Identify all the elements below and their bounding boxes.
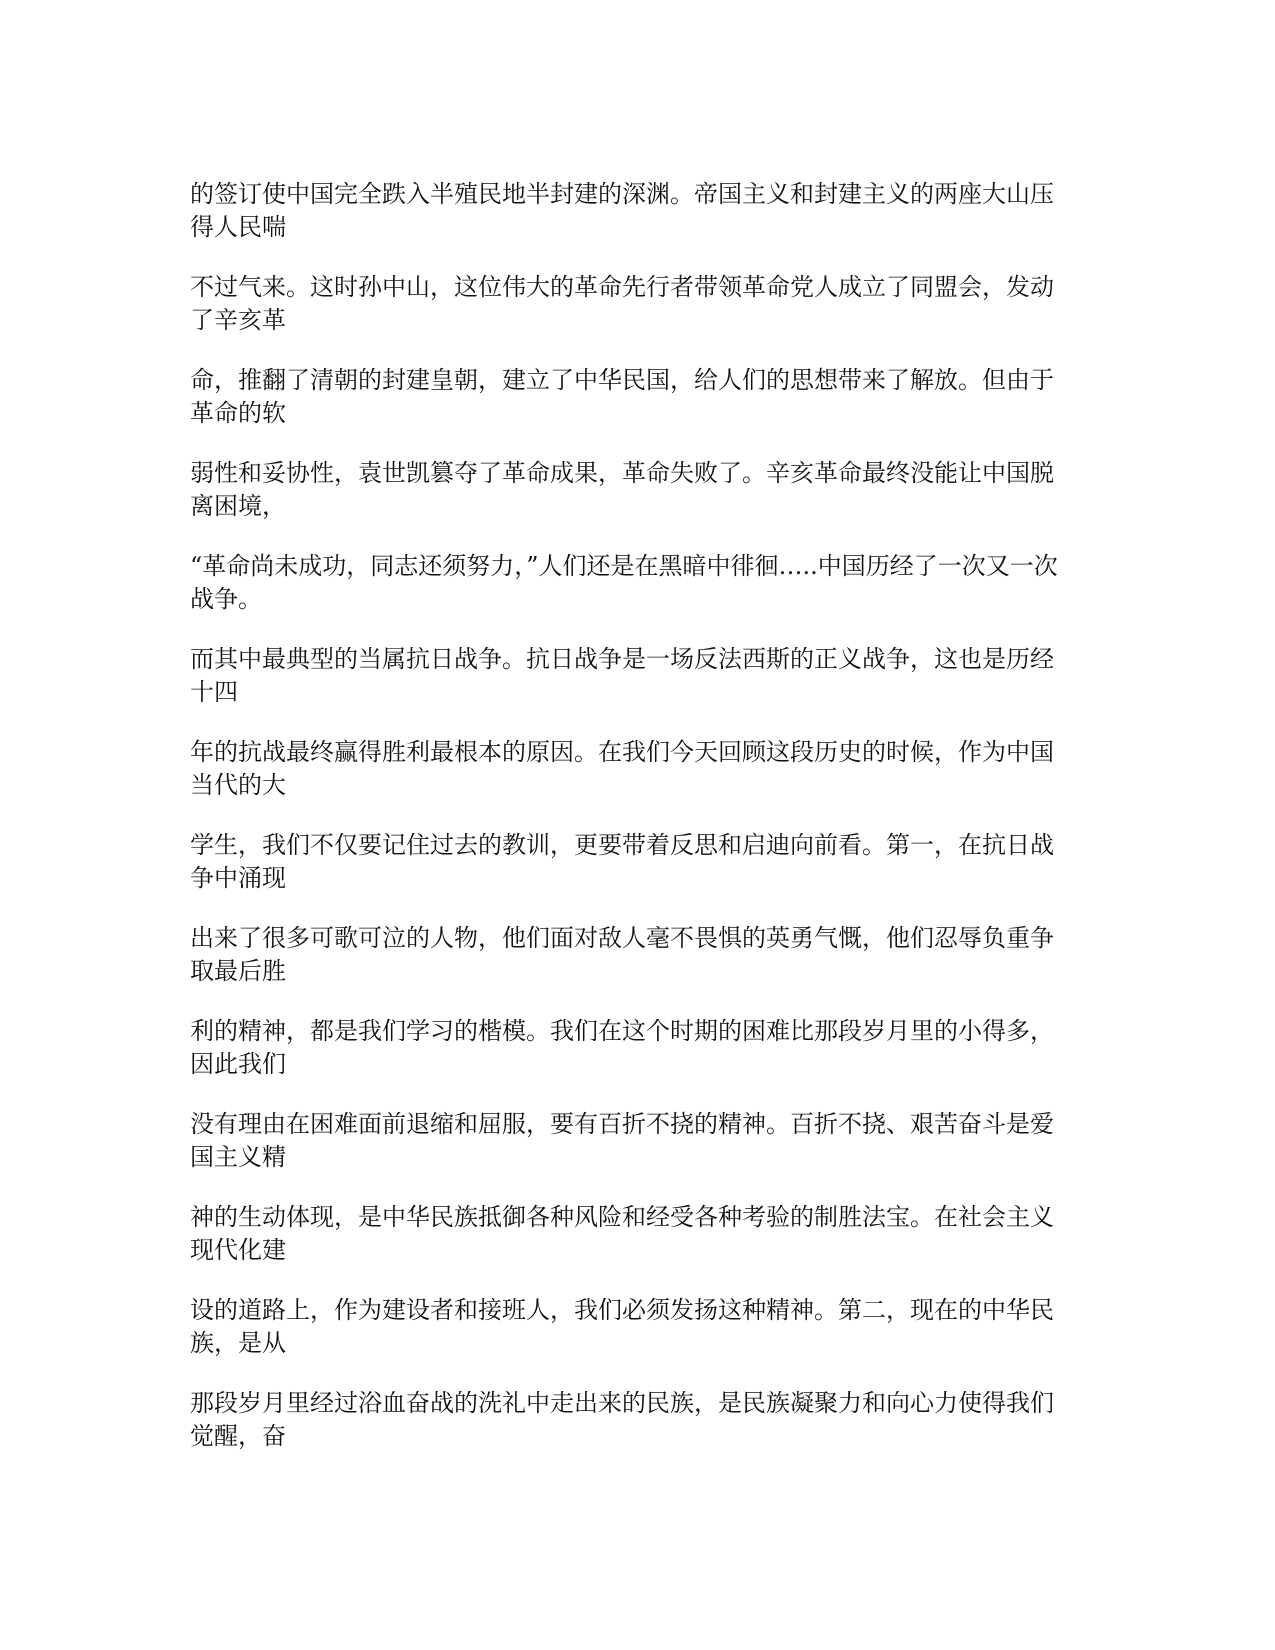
- paragraph: [190, 643, 1090, 709]
- paragraph-line: 革命的软: [190, 399, 286, 427]
- paragraph-line: 觉醒，奋: [190, 1422, 286, 1450]
- paragraph-line: 不过气来。这时孙中山，这位伟大的革命先行者带领革命党人成立了同盟会，发动: [190, 273, 1054, 301]
- paragraph: [190, 736, 1090, 802]
- paragraph: [190, 457, 1090, 523]
- paragraph: [190, 1294, 1090, 1360]
- paragraph-line: 取最后胜: [190, 957, 286, 985]
- paragraph: [190, 271, 1090, 337]
- paragraph: [190, 364, 1090, 430]
- paragraph-line: 年的抗战最终赢得胜利最根本的原因。在我们今天回顾这段历史的时候，作为中国: [190, 738, 1054, 766]
- paragraph-line: 的签订使中国完全跌入半殖民地半封建的深渊。帝国主义和封建主义的两座大山压: [190, 180, 1054, 208]
- paragraph-line: 神的生动体现，是中华民族抵御各种风险和经受各种考验的制胜法宝。在社会主义: [190, 1203, 1054, 1231]
- paragraph-line: 当代的大: [190, 771, 286, 799]
- paragraph-line: 国主义精: [190, 1143, 286, 1171]
- paragraph: [190, 1387, 1090, 1453]
- paragraph: [190, 178, 1090, 244]
- paragraph-line: 学生，我们不仅要记住过去的教训，更要带着反思和启迪向前看。第一，在抗日战: [190, 831, 1054, 859]
- paragraph-line: 出来了很多可歌可泣的人物，他们面对敌人毫不畏惧的英勇气慨，他们忍辱负重争: [190, 924, 1054, 952]
- paragraph-line: 族，是从: [190, 1329, 286, 1357]
- paragraph: [190, 922, 1090, 988]
- paragraph-line: 没有理由在困难面前退缩和屈服，要有百折不挠的精神。百折不挠、艰苦奋斗是爱: [190, 1110, 1054, 1138]
- document-body: [190, 178, 1090, 1480]
- paragraph: [190, 1201, 1090, 1267]
- paragraph-line: 争中涌现: [190, 864, 286, 892]
- paragraph-line: 利的精神，都是我们学习的楷模。我们在这个时期的困难比那段岁月里的小得多，: [190, 1017, 1054, 1045]
- paragraph: [190, 829, 1090, 895]
- paragraph-line: “革命尚未成功，同志还须努力，”人们还是在黑暗中徘徊…..中国历经了一次又一次: [190, 552, 1058, 580]
- paragraph-line: 设的道路上，作为建设者和接班人，我们必须发扬这种精神。第二，现在的中华民: [190, 1296, 1054, 1324]
- paragraph-line: 得人民喘: [190, 213, 286, 241]
- paragraph: [190, 1108, 1090, 1174]
- paragraph-line: 了辛亥革: [190, 306, 286, 334]
- paragraph: [190, 1015, 1090, 1081]
- paragraph-line: 因此我们: [190, 1050, 286, 1078]
- paragraph-line: 现代化建: [190, 1236, 286, 1264]
- paragraph-line: 命，推翻了清朝的封建皇朝，建立了中华民国，给人们的思想带来了解放。但由于: [190, 366, 1054, 394]
- paragraph-line: 而其中最典型的当属抗日战争。抗日战争是一场反法西斯的正义战争，这也是历经: [190, 645, 1054, 673]
- paragraph-line: 弱性和妥协性，袁世凯篡夺了革命成果，革命失败了。辛亥革命最终没能让中国脱: [190, 459, 1054, 487]
- paragraph-line: 十四: [190, 678, 238, 706]
- paragraph: [190, 550, 1090, 616]
- paragraph-line: 那段岁月里经过浴血奋战的洗礼中走出来的民族，是民族凝聚力和向心力使得我们: [190, 1389, 1054, 1417]
- paragraph-line: 战争。: [190, 585, 262, 613]
- paragraph-line: 离困境，: [190, 492, 286, 520]
